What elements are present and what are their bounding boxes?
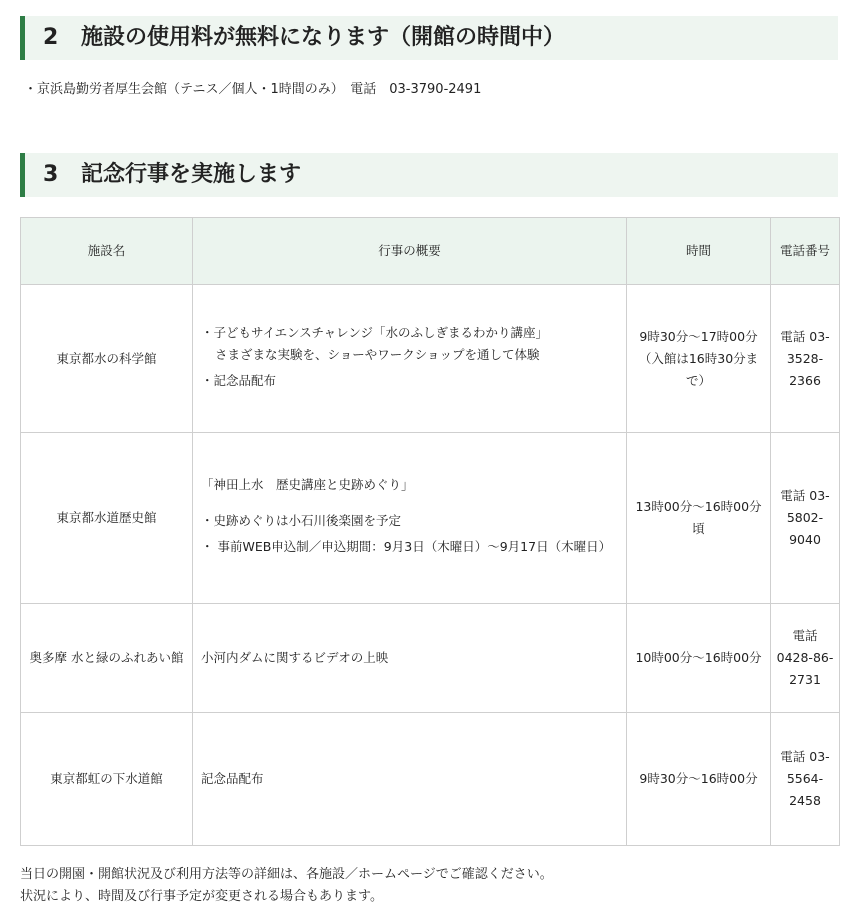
event-time: 9時30分～17時00分（入館は16時30分まで） [627, 285, 771, 433]
section-title: 記念行事を実施します [81, 162, 302, 187]
event-time: 9時30分～16時00分 [627, 713, 771, 846]
facility-name: 東京都水の科学館 [21, 285, 193, 433]
table-row [21, 285, 840, 433]
header-facility: 施設名 [21, 218, 193, 285]
facility-name: 奥多摩 水と緑のふれあい館 [21, 604, 193, 713]
event-time: 13時00分～16時00分頃 [627, 433, 771, 604]
facility-name: 東京都虹の下水道館 [21, 713, 193, 846]
facility-list-item: ・京浜島勤労者厚生会館（テニス／個人・1時間のみ） 電話 03-3790-2491 [24, 82, 482, 97]
header-summary: 行事の概要 [193, 218, 627, 285]
section-2-heading [20, 16, 838, 60]
table-header-row [21, 218, 840, 285]
summary-line: 「神田上水 歴史講座と史跡めぐり」 [201, 477, 414, 492]
table-row [21, 604, 840, 713]
event-time: 10時00分～16時00分 [627, 604, 771, 713]
event-summary [193, 433, 627, 604]
facility-name: 東京都水道歴史館 [21, 433, 193, 604]
footer-note: 当日の開園・開館状況及び利用方法等の詳細は、各施設／ホームページでご確認ください。 [20, 867, 553, 882]
phone-number: 電話 03-3528-2366 [771, 285, 840, 433]
summary-line: ・子どもサイエンスチャレンジ「水のふしぎまるわかり講座」 [201, 324, 549, 340]
section-number: 3 [43, 162, 59, 187]
summary-line: ・記念品配布 [201, 372, 277, 388]
section-number: 2 [43, 25, 59, 50]
summary-line: ・史跡めぐりは小石川後楽園を予定 [201, 513, 402, 528]
section-3-heading [20, 153, 838, 197]
phone-number: 電話 0428-86-2731 [771, 604, 840, 713]
summary-line: ・ 事前WEB申込制／申込期間：9月3日（木曜日）～9月17日（木曜日） [201, 539, 612, 554]
event-summary [193, 285, 627, 433]
event-summary: 小河内ダムに関するビデオの上映 [193, 604, 627, 713]
footer-note: 状況により、時間及び行事予定が変更される場合もあります。 [20, 889, 383, 904]
header-phone: 電話番号 [771, 218, 840, 285]
summary-line: さまざまな実験を、ショーやワークショップを通して体験 [215, 346, 540, 362]
footer-notes [20, 864, 553, 908]
phone-number: 電話 03-5802-9040 [771, 433, 840, 604]
event-summary: 記念品配布 [193, 713, 627, 846]
header-time: 時間 [627, 218, 771, 285]
events-table [20, 217, 840, 846]
section-title: 施設の使用料が無料になります（開館の時間中） [81, 25, 566, 50]
table-row [21, 433, 840, 604]
phone-number: 電話 03-5564-2458 [771, 713, 840, 846]
table-row [21, 713, 840, 846]
